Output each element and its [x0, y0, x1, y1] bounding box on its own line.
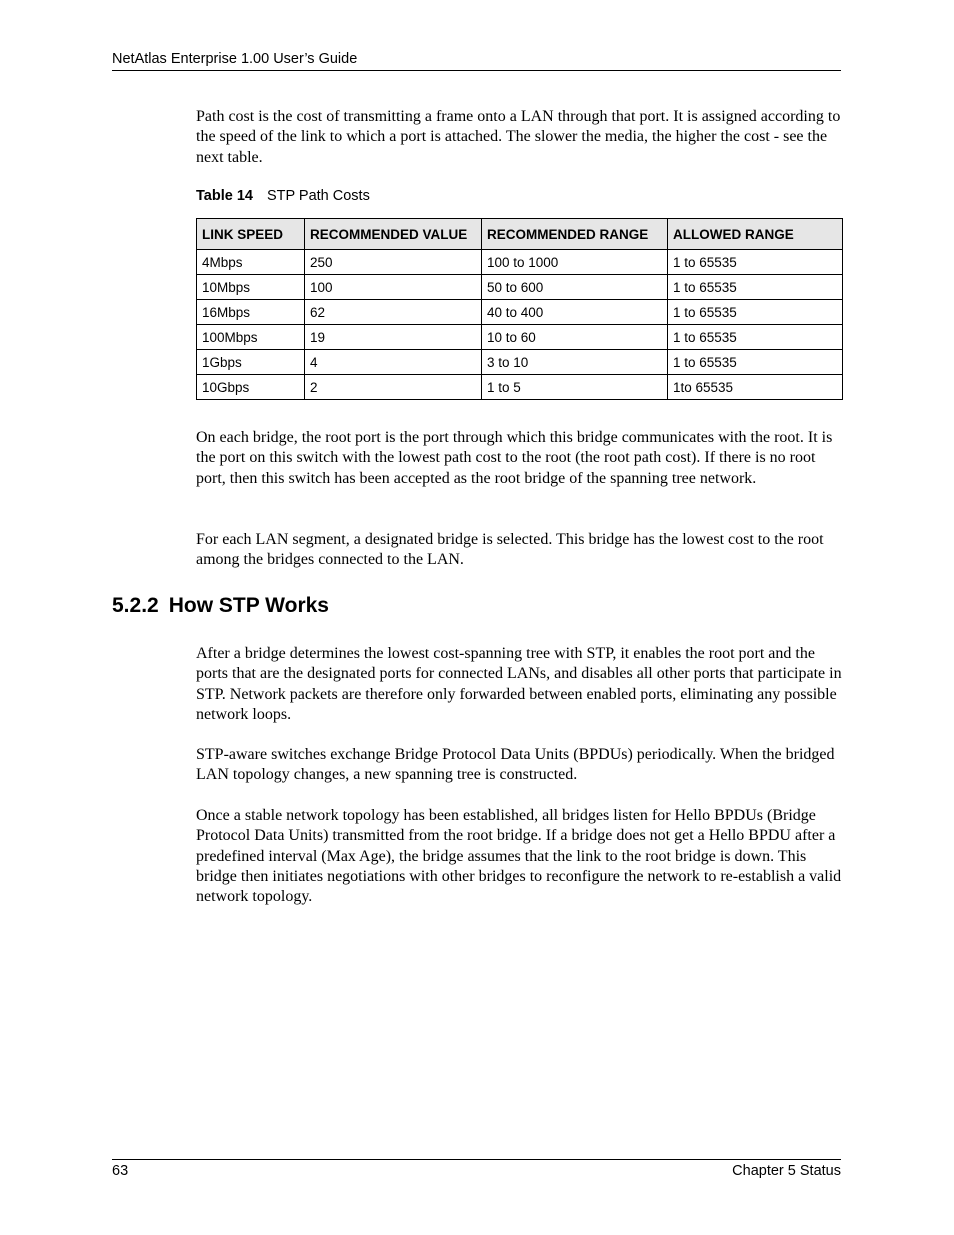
table-row [197, 375, 843, 400]
table-cell: 40 to 400 [482, 300, 668, 325]
table-cell: 1 to 65535 [668, 300, 843, 325]
column-header: RECOMMENDED VALUE [305, 219, 482, 250]
section-title: How STP Works [168, 594, 329, 617]
table-cell: 250 [305, 250, 482, 275]
table-row [197, 300, 843, 325]
table-cell: 4Mbps [197, 250, 305, 275]
table-row [197, 250, 843, 275]
table-row [197, 275, 843, 300]
table-cell: 4 [305, 350, 482, 375]
paragraph-intro: Path cost is the cost of transmitting a frame onto a LAN through that port. It is assigned according to the speed of the link to which a port is attached. The slower the media, the higher the cost - see the next table. [196, 108, 841, 166]
table-caption [196, 188, 370, 204]
table-cell: 1 to 65535 [668, 325, 843, 350]
table-cell: 62 [305, 300, 482, 325]
table-cell: 3 to 10 [482, 350, 668, 375]
paragraph-how-stp-3: Once a stable network topology has been established, all bridges listen for Hello BPDUs (Bridge Protocol Data Units) transmitted from the root bridge. If a bridge does not get a Hello BPDU after a predefined interval (Max Age), the bridge assumes that the link to the root bridge is down. This bridge then initiates negotiations with other bridges to reconfigure the network to re-establish a valid network topology. [196, 807, 842, 906]
table-header-row [197, 219, 843, 250]
table-cell: 1to 65535 [668, 375, 843, 400]
table-row [197, 325, 843, 350]
column-header: ALLOWED RANGE [668, 219, 843, 250]
paragraph-how-stp-1: After a bridge determines the lowest cost-spanning tree with STP, it enables the root port and the ports that are the designated ports for connected LANs, and disables all other ports that participate in STP. Network packets are therefore only forwarded between enabled ports, eliminating any possible network loops. [196, 645, 842, 723]
table-cell: 1 to 65535 [668, 250, 843, 275]
table-cell: 1 to 5 [482, 375, 668, 400]
table-cell: 1 to 65535 [668, 275, 843, 300]
table-caption-number: Table 14 [196, 188, 253, 204]
page-header [112, 51, 841, 71]
table-cell: 50 to 600 [482, 275, 668, 300]
chapter-label: Chapter 5 Status [732, 1163, 841, 1179]
table-cell: 100 to 1000 [482, 250, 668, 275]
table-cell: 100 [305, 275, 482, 300]
column-header: RECOMMENDED RANGE [482, 219, 668, 250]
section-number: 5.2.2 [112, 594, 159, 617]
table-cell: 10Mbps [197, 275, 305, 300]
table-caption-title: STP Path Costs [266, 188, 370, 204]
table-cell: 100Mbps [197, 325, 305, 350]
table-cell: 10 to 60 [482, 325, 668, 350]
table-cell: 1Gbps [197, 350, 305, 375]
page-number: 63 [112, 1163, 129, 1179]
table-row [197, 350, 843, 375]
paragraph-root-port: On each bridge, the root port is the port through which this bridge communicates with the root. It is the port on this switch with the lowest path cost to the root (the root path cost). If there is no root port, then this switch has been accepted as the root bridge of the spanning tree network. [196, 429, 833, 487]
paragraph-how-stp-2: STP-aware switches exchange Bridge Protocol Data Units (BPDUs) periodically. When the bridged LAN topology changes, a new spanning tree is constructed. [196, 746, 835, 784]
table-cell: 10Gbps [197, 375, 305, 400]
table-cell: 2 [305, 375, 482, 400]
header-title: NetAtlas Enterprise 1.00 User’s Guide [112, 51, 358, 67]
page-footer [112, 1159, 841, 1182]
paragraph-designated-bridge: For each LAN segment, a designated bridge is selected. This bridge has the lowest cost to the root among the bridges connected to the LAN. [196, 531, 824, 569]
section-heading [112, 594, 329, 618]
table-cell: 16Mbps [197, 300, 305, 325]
table-cell: 19 [305, 325, 482, 350]
column-header: LINK SPEED [197, 219, 305, 250]
table-cell: 1 to 65535 [668, 350, 843, 375]
stp-path-costs-table [196, 218, 843, 400]
